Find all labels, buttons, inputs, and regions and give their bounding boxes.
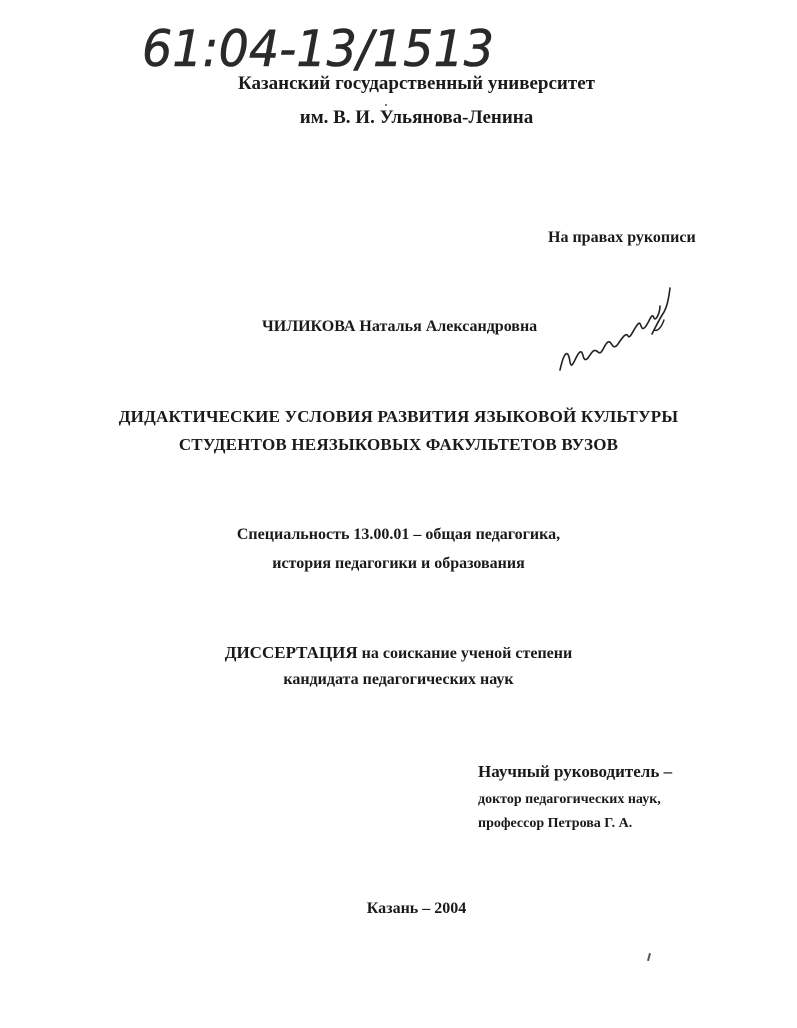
supervisor-heading: Научный руководитель –	[478, 762, 673, 781]
university-named-after: им. В. И. Ульянова-Ленина	[299, 107, 534, 128]
dissertation-degree-line-2: кандидата педагогических наук	[283, 671, 514, 688]
archive-code-text: 61:04-13/1513	[142, 20, 494, 78]
dissertation-degree-line-1	[0, 643, 797, 663]
author-surname: ЧИЛИКОВА	[262, 318, 356, 335]
handwritten-archive-code	[138, 14, 498, 78]
scan-mark	[647, 953, 651, 961]
dissertation-degree-text: на соискание ученой степени	[357, 645, 573, 662]
supervisor-degree: доктор педагогических наук,	[478, 792, 661, 807]
supervisor-name: профессор Петрова Г. А.	[478, 816, 633, 831]
dissertation-label: ДИССЕРТАЦИЯ	[224, 643, 358, 662]
specialty-line-2: история педагогики и образования	[272, 555, 525, 572]
university-name: Казанский государственный университет	[238, 73, 595, 94]
manuscript-rights-note: На правах рукописи	[548, 229, 696, 246]
author-name	[262, 318, 537, 336]
author-signature	[556, 282, 676, 378]
city-and-year: Казань – 2004	[366, 900, 467, 917]
author-given-names: Наталья Александровна	[359, 318, 538, 335]
specialty-line-1: Специальность 13.00.01 – общая педагогика,	[236, 526, 561, 543]
dissertation-title-line-2: СТУДЕНТОВ НЕЯЗЫКОВЫХ ФАКУЛЬТЕТОВ ВУЗОВ	[178, 435, 619, 454]
dissertation-title-line-1: ДИДАКТИЧЕСКИЕ УСЛОВИЯ РАЗВИТИЯ ЯЗЫКОВОЙ КУЛЬТУРЫ	[118, 407, 679, 426]
scan-speck	[385, 104, 387, 106]
